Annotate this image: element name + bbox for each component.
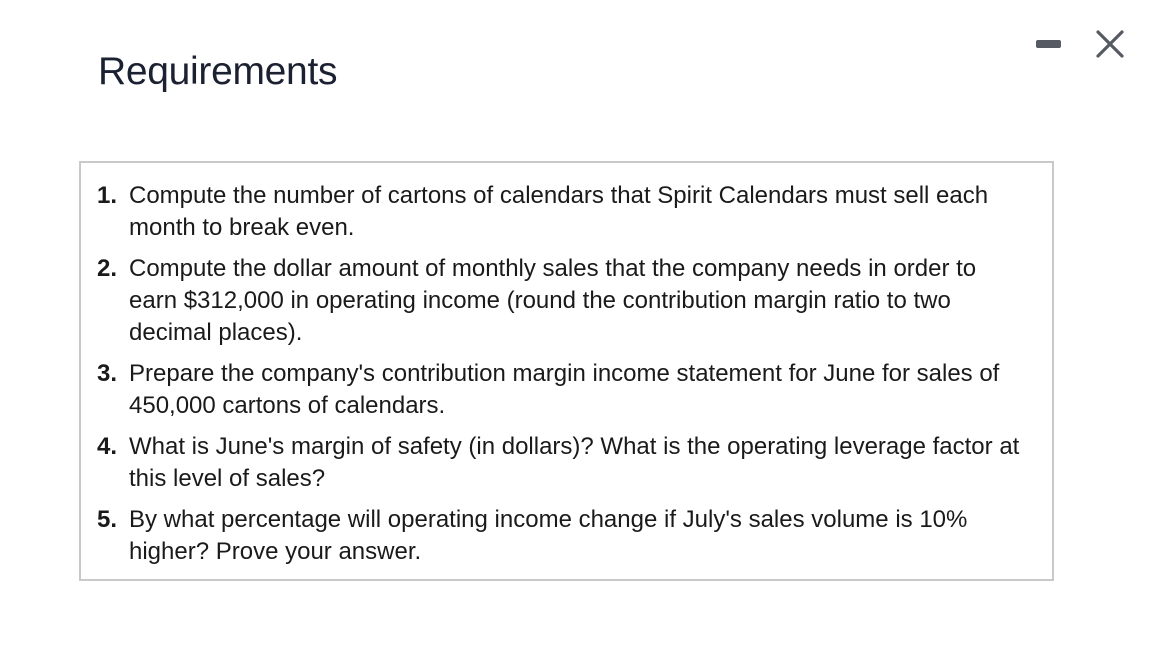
requirement-number: 1. bbox=[97, 182, 118, 209]
requirement-number: 4. bbox=[97, 433, 118, 460]
requirement-item bbox=[97, 253, 1022, 349]
requirement-item bbox=[97, 504, 1022, 568]
minimize-button[interactable] bbox=[1034, 26, 1062, 62]
requirement-number: 2. bbox=[97, 255, 118, 282]
window-controls bbox=[1034, 24, 1130, 64]
minimize-icon bbox=[1036, 40, 1061, 48]
requirement-item bbox=[97, 180, 1022, 244]
requirements-box bbox=[79, 161, 1054, 581]
close-button[interactable] bbox=[1090, 24, 1130, 64]
requirement-text: Compute the number of cartons of calendars that Spirit Calendars must sell each month to break even. bbox=[129, 182, 989, 241]
requirement-item bbox=[97, 358, 1022, 422]
requirement-text: By what percentage will operating income change if July's sales volume is 10% higher? Prove your answer. bbox=[129, 506, 968, 565]
requirement-text: What is June's margin of safety (in dollars)? What is the operating leverage factor at this level of sales? bbox=[129, 433, 1020, 492]
requirement-number: 3. bbox=[97, 360, 118, 387]
requirements-list bbox=[81, 163, 1052, 568]
requirement-number: 5. bbox=[97, 506, 118, 533]
close-icon bbox=[1095, 29, 1125, 59]
requirement-text: Prepare the company's contribution margin income statement for June for sales of 450,000 cartons of calendars. bbox=[129, 360, 1000, 419]
requirement-item bbox=[97, 431, 1022, 495]
requirement-text: Compute the dollar amount of monthly sales that the company needs in order to earn $312,000 in operating income (round the contribution margin ratio to two decimal places). bbox=[129, 255, 977, 346]
dialog-title: Requirements bbox=[98, 50, 338, 93]
